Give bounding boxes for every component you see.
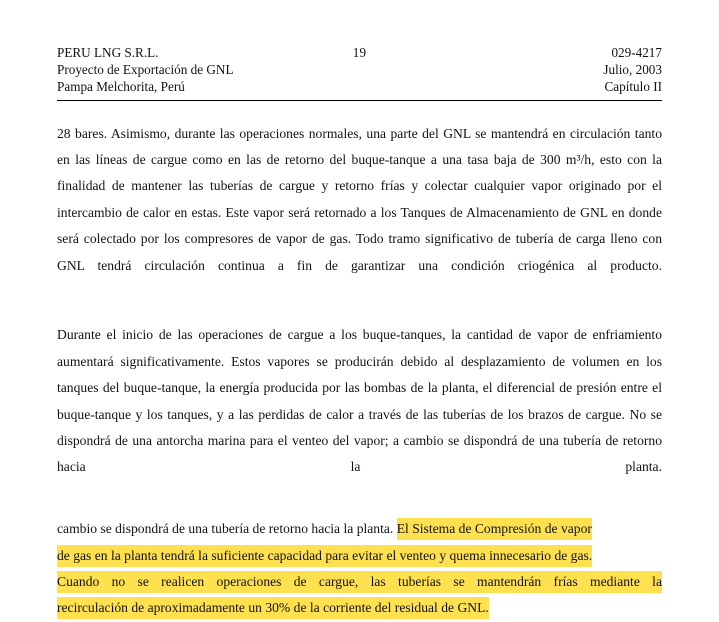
header-row-3 (57, 78, 662, 95)
highlight-line-2: de gas en la planta tendrá la suficiente capacidad para evitar el venteo y quema innecesario de gas. (57, 545, 592, 567)
header-project-name: Proyecto de Exportación de GNL (57, 62, 234, 78)
highlighted-passage-block (57, 516, 662, 622)
paragraph-2-closing-text: cambio se dispondrá de una tubería de retorno hacia la planta. (57, 521, 397, 537)
header-chapter: Capítulo II (604, 79, 662, 95)
header-company-name: PERU LNG S.R.L. (57, 45, 159, 60)
highlight-line-4-row (57, 595, 662, 621)
highlight-line-4: recirculación de aproximadamente un 30% de la corriente del residual de GNL. (57, 597, 489, 619)
page-header (57, 44, 662, 101)
paragraph-2-intro: Durante el inicio de las operaciones de cargue a los buque-tanques, la cantidad de vapor de enfriamiento aumentará significativamente. Estos vapores se producirán debido al desplazamiento de volumen en los tanques del buque-tanque, la energía producida por las bombas de la planta, el diferencial de presión entre el buque-tanque y los tanques, y a las perdidas de calor a través de las tuberías de los brazos de cargue. No se dispondrá de una antorcha marina para el venteo del vapor; a cambio se dispondrá de una tubería de retorno hacia la planta. (57, 327, 662, 475)
highlight-line-1: El Sistema de Compresión de vapor (397, 518, 592, 540)
highlight-line-3-row (57, 569, 662, 595)
header-divider-rule (57, 100, 662, 101)
highlight-line-3-text: Cuando no se realicen operaciones de cargue, las tuberías se mantendrán frías mediante la (57, 574, 662, 590)
paragraph-1: 28 bares. Asimismo, durante las operaciones normales, una parte del GNL se mantendrá en circulación tanto en las líneas de cargue como en las de retorno del buque-tanque a una tasa baja de 300 m³/h, esto con la finalidad de mantener las tuberías de cargue y retorno frías y colectar cualquier vapor originado por el intercambio de calor en estas. Este vapor será retornado a los Tanques de Almacenamiento de GNL en donde será colectado por los compresores de vapor de gas. Todo tramo significativo de tubería de carga lleno con GNL tendrá circulación continua a fin de garantizar una condición criogénica al producto. (57, 125, 662, 273)
header-row-1 (57, 44, 662, 61)
paragraph-2-closing-line (57, 516, 662, 542)
highlight-line-2-row (57, 543, 662, 569)
header-document-code: 029-4217 (611, 45, 662, 60)
page-number: 19 (352, 45, 367, 60)
highlight-line-3 (57, 571, 662, 593)
header-row-2 (57, 61, 662, 78)
document-body (57, 121, 662, 622)
header-location: Pampa Melchorita, Perú (57, 79, 185, 95)
header-date: Julio, 2003 (603, 62, 662, 78)
